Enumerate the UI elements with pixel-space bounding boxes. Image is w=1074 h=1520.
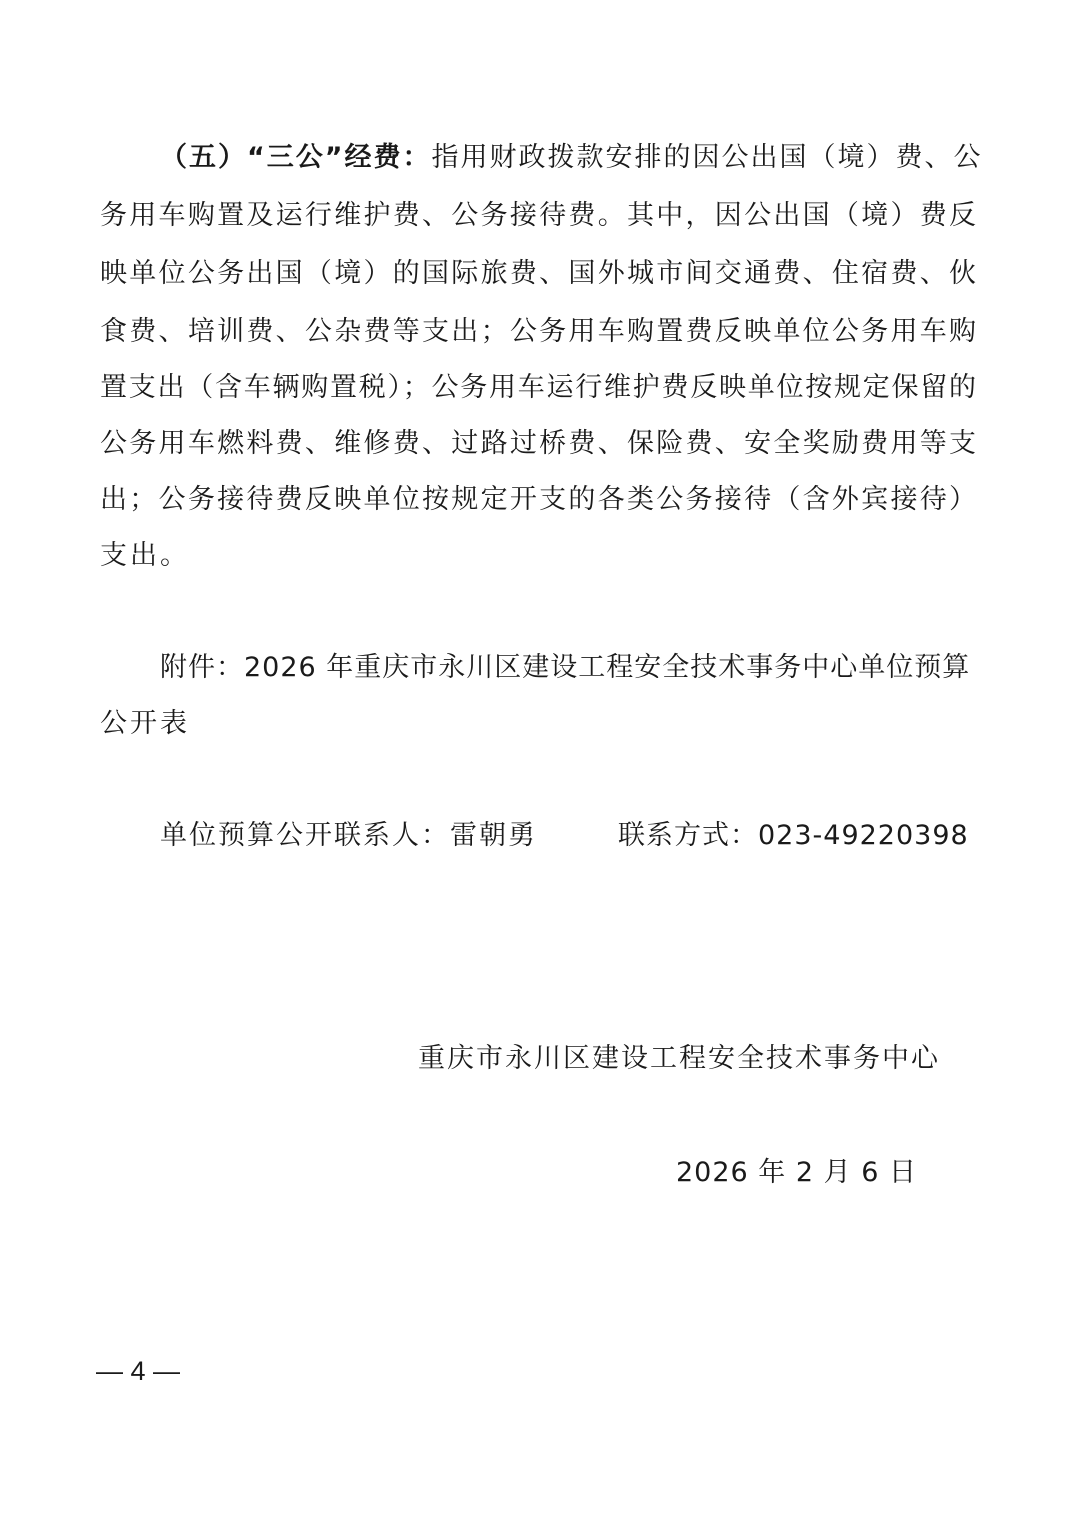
- contact-person: 单位预算公开联系人：雷朝勇: [160, 820, 537, 851]
- contact-method: 联系方式：023-49220398: [618, 820, 969, 851]
- signature-date: 2026 年 2 月 6 日: [676, 1157, 917, 1188]
- attachment-line: 附件：2026 年重庆市永川区建设工程安全技术事务中心单位预算: [160, 652, 971, 683]
- section-heading: （五）“三公”经费：: [160, 142, 432, 173]
- signature-organization: 重庆市永川区建设工程安全技术事务中心: [418, 1043, 940, 1074]
- paragraph-line: 务用车购置及运行维护费、公务接待费。其中，因公出国（境）费反: [100, 200, 976, 231]
- paragraph-line: 映单位公务出国（境）的国际旅费、国外城市间交通费、住宿费、伙: [100, 258, 976, 289]
- paragraph-line: 支出。: [100, 540, 190, 571]
- attachment-line-continued: 公开表: [100, 708, 190, 739]
- paragraph-line: 食费、培训费、公杂费等支出；公务用车购置费反映单位公务用车购: [100, 316, 976, 347]
- section-first-line: [160, 142, 983, 174]
- paragraph-line: 置支出（含车辆购置税）；公务用车运行维护费反映单位按规定保留的: [100, 372, 976, 403]
- paragraph-line: 公务用车燃料费、维修费、过路过桥费、保险费、安全奖励费用等支: [100, 428, 976, 459]
- page-number: — 4 —: [96, 1356, 181, 1386]
- paragraph-line: 出；公务接待费反映单位按规定开支的各类公务接待（含外宾接待）: [100, 484, 976, 515]
- section-first-line-text: 指用财政拨款安排的因公出国（境）费、公: [431, 142, 983, 173]
